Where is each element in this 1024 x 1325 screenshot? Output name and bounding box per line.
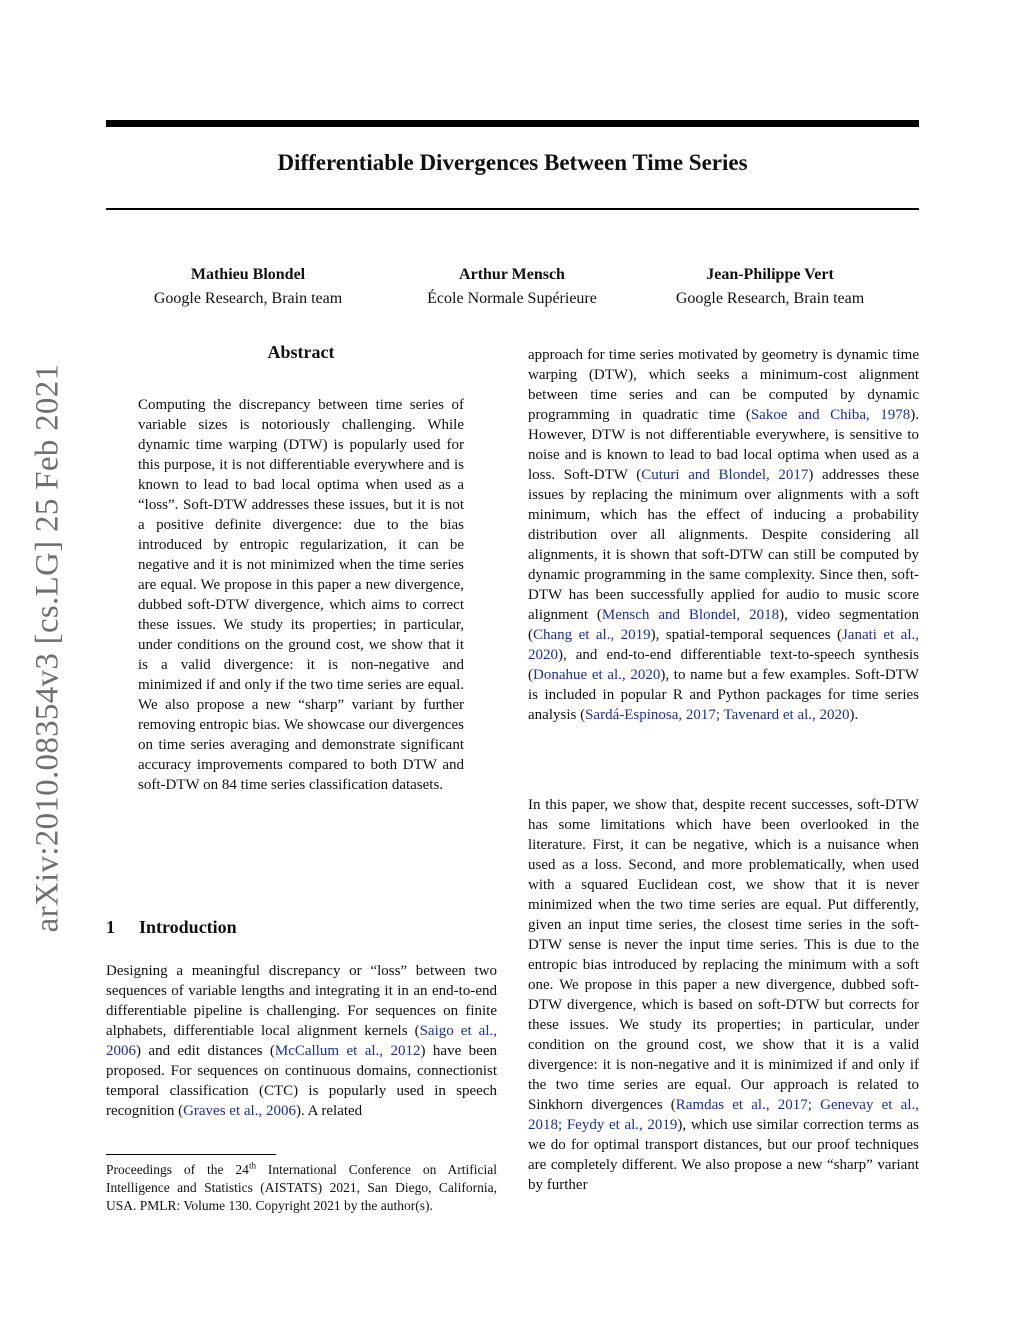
citation-link[interactable]: McCallum et al., 2012: [274, 1043, 421, 1059]
citation-link[interactable]: Sardá-Espinosa, 2017; Tavenard et al., 2020: [585, 707, 850, 723]
paragraph-text: ), which use similar correction terms as we do for optimal transport distances, but our proof techniques are completely different. We also propose a new “sharp” variant by further: [528, 1117, 919, 1193]
paragraph-text: ), video segmentation (: [528, 607, 919, 643]
citation-link[interactable]: Chang et al., 2019: [533, 627, 651, 643]
footnote-rule: [106, 1154, 276, 1155]
paragraph-text: In this paper, we show that, despite recent successes, soft-DTW has some limitations which have been overlooked in the literature. First, it can be negative, which is a nuisance when used as a loss. Second, and more problematically, when used with a squared Euclidean cost, we show that it is never minimized when the two time series are equal. Put differently, given an input time series, the closest time series in the soft-DTW sense is never the input time series. This is due to the entropic bias introduced by replacing the minimum with a soft one. We propose in this paper a new divergence, dubbed soft-DTW divergence, which is based on soft-DTW but corrects for these issues. We study its properties; in particular, under condition on the ground cost, we show that it is a valid divergence: it is non-negative and it is minimized if and only if the two time series are equal. Our approach is related to Sinkhorn divergences (: [528, 797, 919, 1113]
author-name: Mathieu Blondel: [190, 266, 306, 283]
paragraph-text: ), to name but a few examples. Soft-DTW is included in popular R and Python packages for time series analysis (: [528, 667, 919, 723]
footnote-text: International Conference on Artificial Intelligence and Statistics (AISTATS) 2021, San Diego, California, USA. PMLR: Volume 130. Copyright 2021 by the author(s).: [106, 1162, 497, 1213]
footnote-superscript: th: [248, 1160, 256, 1171]
paragraph-text: approach for time series motivated by geometry is dynamic time warping (DTW), which seeks a minimum-cost alignment between time series and can be computed by dynamic programming in quadratic time (: [528, 347, 919, 423]
abstract-heading: Abstract: [267, 342, 335, 362]
author-block: [118, 263, 378, 311]
title-bottom-rule: [106, 208, 919, 210]
author-affiliation: École Normale Supérieure: [427, 290, 597, 307]
citation-link[interactable]: Mensch and Blondel, 2018: [601, 607, 780, 623]
citation-link[interactable]: Janati et al., 2020: [528, 627, 919, 663]
author-block: [640, 263, 900, 311]
right-paragraph-1: [528, 345, 919, 725]
citation-link[interactable]: Saigo et al., 2006: [106, 1023, 498, 1059]
title-top-rule: [106, 120, 919, 127]
section-heading: [106, 917, 506, 938]
citation-link[interactable]: Cuturi and Blondel, 2017: [641, 467, 809, 483]
citation-link[interactable]: Ramdas et al., 2017; Genevay et al., 2018; Feydy et al., 2019: [528, 1097, 919, 1133]
footnote: [106, 1161, 497, 1215]
author-name: Arthur Mensch: [459, 266, 565, 283]
intro-paragraph: [106, 961, 497, 1121]
citation-link[interactable]: Graves et al., 2006: [183, 1103, 296, 1119]
author-block: [382, 263, 642, 311]
paragraph-text: ), spatial-temporal sequences (: [650, 627, 842, 643]
paragraph-text: ). However, DTW is not differentiable everywhere, is sensitive to noise and is known to lead to bad local optima when used as a loss. Soft-DTW (: [528, 407, 919, 483]
paragraph-text: ).: [849, 707, 859, 723]
author-affiliation: Google Research, Brain team: [153, 290, 343, 307]
paragraph-text: ) and edit distances (: [136, 1043, 275, 1059]
paragraph-text: ) have been proposed. For sequences on continuous domains, connectionist temporal classification (CTC) is popularly used in speech recognition (: [106, 1043, 497, 1119]
author-affiliation: Google Research, Brain team: [675, 290, 865, 307]
author-name: Jean-Philippe Vert: [706, 266, 834, 283]
paper-title: Differentiable Divergences Between Time Series: [277, 150, 748, 175]
citation-link[interactable]: Sakoe and Chiba, 1978: [750, 407, 911, 423]
footnote-text: Proceedings of the 24: [106, 1162, 249, 1177]
citation-link[interactable]: Donahue et al., 2020: [533, 667, 661, 683]
right-paragraph-2: [528, 795, 919, 1195]
paragraph-text: ) addresses these issues by replacing the minimum over alignments with a soft minimum, which has the effect of inducing a probability distribution over all alignments. Despite considering all alignments, it is shown that soft-DTW can still be computed by dynamic programming in the same complexity. Since then, soft-DTW has been successfully applied for audio to music score alignment (: [528, 467, 919, 623]
section-number: 1: [106, 917, 115, 937]
paragraph-text: Designing a meaningful discrepancy or “loss” between two sequences of variable lengths and integrating it in an end-to-end differentiable pipeline is challenging. For sequences on finite alphabets, differentiable local alignment kernels (: [106, 963, 497, 1039]
paragraph-text: ). A related: [295, 1103, 363, 1119]
paragraph-text: ), and end-to-end differentiable text-to-speech synthesis (: [528, 647, 919, 683]
abstract-text: Computing the discrepancy between time series of variable sizes is notoriously challenging. While dynamic time warping (DTW) is popularly used for this purpose, it is not differentiable everywhere and is known to lead to bad local optima when used as a “loss”. Soft-DTW addresses these issues, but it is not a positive definite divergence: due to the bias introduced by entropic regularization, it can be negative and it is not minimized when the time series are equal. We propose in this paper a new divergence, dubbed soft-DTW divergence, which aims to correct these issues. We study its properties; in particular, under conditions on the ground cost, we show that it is a valid divergence: it is non-negative and minimized if and only if the two time series are equal. We also propose a new “sharp” variant by further removing entropic bias. We showcase our divergences on time series averaging and demonstrate significant accuracy improvements compared to both DTW and soft-DTW on 84 time series classification datasets.: [138, 397, 464, 793]
arxiv-stamp: arXiv:2010.08354v3 [cs.LG] 25 Feb 2021: [29, 363, 66, 933]
section-title: Introduction: [139, 917, 237, 937]
